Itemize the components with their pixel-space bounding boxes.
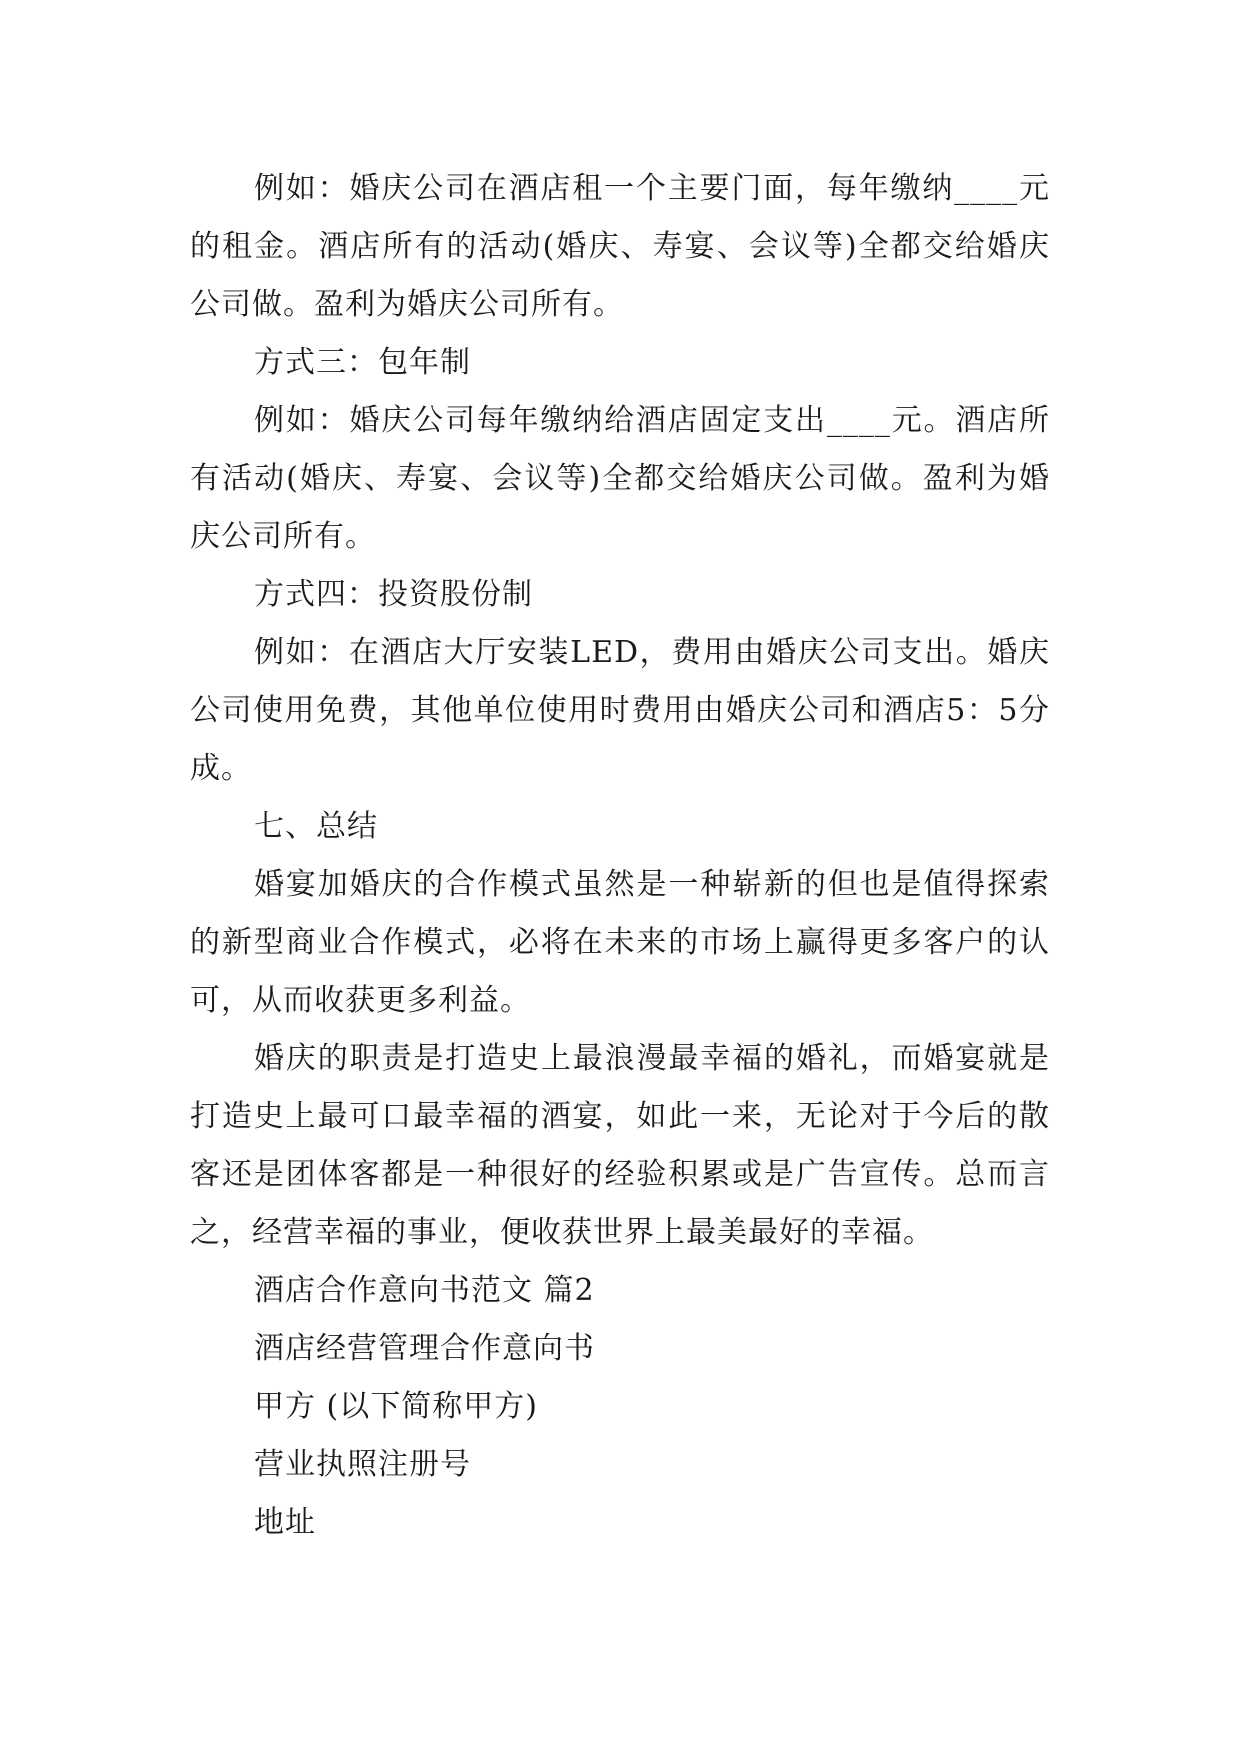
- heading-method-three: 方式三：包年制: [254, 345, 471, 380]
- paragraph-summary-one: 婚宴加婚庆的合作模式虽然是一种崭新的但也是值得探索的新型商业合作模式，必将在未来的市场上赢得更多客户的认可，从而收获更多利益。: [190, 867, 1050, 1018]
- paragraph-example-rent: 例如：婚庆公司在酒店租一个主要门面，每年缴纳____元的租金。酒店所有的活动(婚庆、寿宴、会议等)全都交给婚庆公司做。盈利为婚庆公司所有。: [190, 171, 1050, 322]
- paragraph-summary-two: 婚庆的职责是打造史上最浪漫最幸福的婚礼，而婚宴就是打造史上最可口最幸福的酒宴，如此一来，无论对于今后的散客还是团体客都是一种很好的经验积累或是广告宣传。总而言之，经营幸福的事业，便收获世界上最美最好的幸福。: [190, 1041, 1050, 1250]
- paragraph-example-annual: 例如：婚庆公司每年缴纳给酒店固定支出____元。酒店所有活动(婚庆、寿宴、会议等)全都交给婚庆公司做。盈利为婚庆公司所有。: [190, 403, 1050, 554]
- field-license-number: 营业执照注册号: [254, 1447, 471, 1482]
- field-address: 地址: [254, 1505, 316, 1540]
- heading-sample-two: 酒店合作意向书范文 篇2: [254, 1273, 595, 1308]
- paragraph-example-led: 例如：在酒店大厅安装LED，费用由婚庆公司支出。婚庆公司使用免费，其他单位使用时费用由婚庆公司和酒店5：5分成。: [190, 635, 1050, 786]
- heading-agreement-title: 酒店经营管理合作意向书: [254, 1331, 595, 1366]
- heading-method-four: 方式四：投资股份制: [254, 577, 533, 612]
- heading-summary: 七、总结: [254, 809, 378, 844]
- document-page: [190, 160, 1050, 1552]
- field-party-a: 甲方 (以下简称甲方): [254, 1389, 538, 1424]
